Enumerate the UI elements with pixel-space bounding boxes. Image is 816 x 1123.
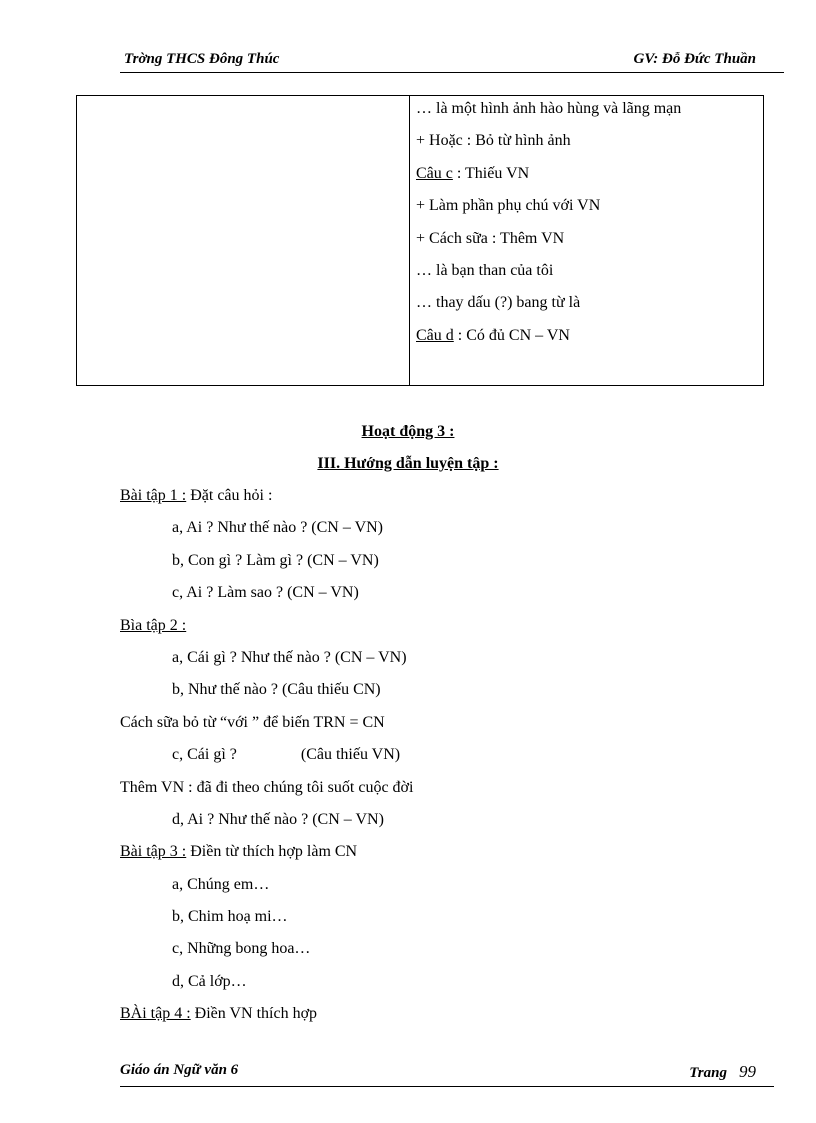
list-item: Thêm VN : đã đi theo chúng tôi suốt cuộc đời bbox=[120, 778, 414, 796]
list-item: Cách sữa bỏ từ “với ” để biến TRN = CN bbox=[120, 713, 385, 731]
list-item: d, Cả lớp… bbox=[172, 972, 247, 990]
footer-page: Trang 99 bbox=[689, 1062, 756, 1081]
table-line: Câu d : Có đủ CN – VN bbox=[416, 326, 570, 344]
table-line: + Làm phần phụ chú với VN bbox=[416, 197, 601, 215]
exercise-heading: Bài tập 3 : Điền từ thích hợp làm CN bbox=[120, 843, 358, 861]
notes-table bbox=[76, 95, 764, 386]
list-item: d, Ai ? Như thế nào ? (CN – VN) bbox=[172, 810, 384, 828]
exercise-heading: Bài tập 1 : Đặt câu hỏi : bbox=[120, 487, 273, 504]
table-line: … thay dấu (?) bang từ là bbox=[416, 294, 581, 312]
page-number: 99 bbox=[739, 1062, 756, 1081]
cau-c-label: Câu c bbox=[416, 164, 453, 182]
activity-heading: Hoạt động 3 : bbox=[361, 423, 455, 440]
list-item: c, Những bong hoa… bbox=[172, 940, 311, 958]
table-line: + Hoặc : Bỏ từ hình ảnh bbox=[416, 132, 571, 150]
exercise-heading: Bìa tập 2 : bbox=[120, 616, 187, 634]
table-line: + Cách sữa : Thêm VN bbox=[416, 229, 565, 247]
table-line: Câu c : Thiếu VN bbox=[416, 164, 530, 182]
footer-title: Giáo án Ngữ văn 6 bbox=[120, 1062, 239, 1078]
list-item: a, Chúng em… bbox=[172, 875, 270, 893]
list-item: b, Con gì ? Làm gì ? (CN – VN) bbox=[172, 551, 379, 569]
page-footer bbox=[120, 1062, 774, 1087]
list-item: c, Cái gì ? (Câu thiếu VN) bbox=[172, 746, 401, 764]
page-header bbox=[120, 50, 784, 73]
table-column-divider bbox=[409, 96, 410, 385]
table-right-column bbox=[416, 98, 761, 357]
table-line: … là bạn than của tôi bbox=[416, 261, 554, 279]
teacher-name: GV: Đỗ Đức Thuần bbox=[633, 51, 756, 67]
exercise-list bbox=[120, 485, 780, 1036]
table-line: … là một hình ảnh hào hùng và lãng mạn bbox=[416, 100, 682, 117]
list-item: a, Cái gì ? Như thế nào ? (CN – VN) bbox=[172, 648, 407, 666]
list-item: a, Ai ? Như thế nào ? (CN – VN) bbox=[172, 519, 383, 537]
exercise-heading: BÀi tập 4 : Điền VN thích hợp bbox=[120, 1005, 318, 1023]
list-item: c, Ai ? Làm sao ? (CN – VN) bbox=[172, 584, 359, 602]
section-title: III. Hướng dẫn luyện tập : bbox=[317, 455, 499, 472]
school-name: Trờng THCS Đông Thúc bbox=[124, 51, 280, 67]
list-item: b, Như thế nào ? (Câu thiếu CN) bbox=[172, 681, 381, 699]
cau-d-label: Câu d bbox=[416, 326, 454, 344]
list-item: b, Chim hoạ mi… bbox=[172, 908, 288, 926]
